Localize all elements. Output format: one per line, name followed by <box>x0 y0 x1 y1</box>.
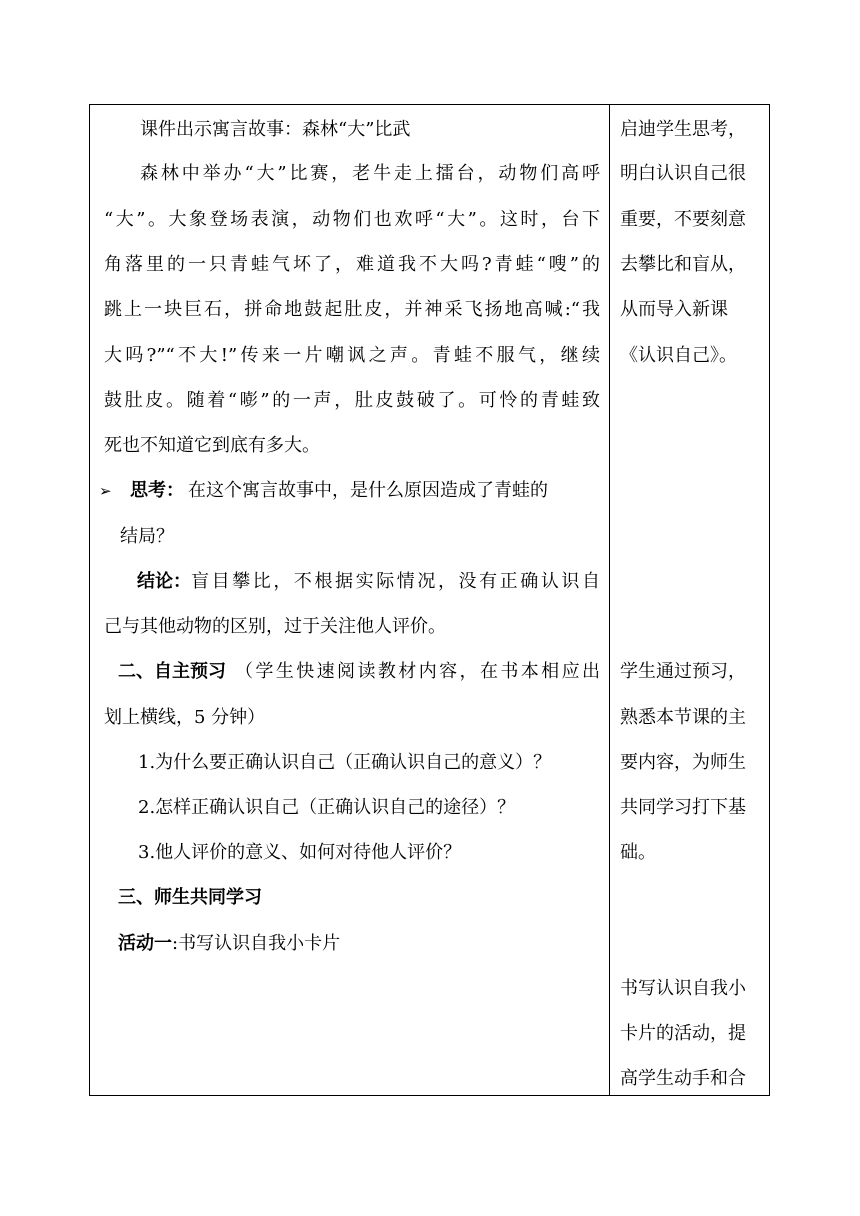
section-heading: 三、师生共同学习 <box>118 887 262 908</box>
note-line: 础。 <box>620 842 656 863</box>
story-line: 鼓肚皮。随着“嘭”的一声，肚皮鼓破了。可怜的青蛙致 <box>104 390 600 411</box>
note-line: 熟悉本节课的主 <box>620 707 746 728</box>
note-line: 书写认识自我小 <box>620 978 746 999</box>
activity-text: :书写认识自我小卡片 <box>172 933 341 954</box>
note-line: 重要，不要刻意 <box>620 209 746 230</box>
courseware-line: 课件出示寓言故事：森林“大”比武 <box>140 119 411 140</box>
note-line: 卡片的活动，提 <box>620 1023 746 1044</box>
story-line: 角落里的一只青蛙气坏了，难道我不大吗?青蛙“嗖”的 <box>104 254 600 275</box>
note-line: 要内容，为师生 <box>620 752 746 773</box>
story-line: 大吗?”“不大!”传来一片嘲讽之声。青蛙不服气，继续 <box>104 345 600 366</box>
note-line: 从而导入新课 <box>620 299 728 320</box>
preview-question-2: 2.怎样正确认识自己（正确认识自己的途径）？ <box>138 797 516 818</box>
conclusion-label: 结论： <box>137 571 191 592</box>
section-intro: （学生快速阅读教材内容，在书本相应出 <box>235 661 600 682</box>
activity-label: 活动一 <box>118 933 172 954</box>
note-line: 启迪学生思考， <box>620 119 746 140</box>
story-line: “大”。大象登场表演，动物们也欢呼“大”。这时，台下 <box>104 209 600 230</box>
think-question-cont: 结局？ <box>120 526 174 547</box>
preview-question-3: 3.他人评价的意义、如何对待他人评价？ <box>138 842 462 863</box>
conclusion-text-cont: 己与其他动物的区别，过于关注他人评价。 <box>104 616 446 637</box>
section-heading: 二、自主预习 <box>118 661 226 682</box>
story-line: 死也不知道它到底有多大。 <box>104 435 320 456</box>
lesson-plan-table <box>89 104 770 1096</box>
section-intro-cont: 划上横线，5 分钟） <box>104 707 266 728</box>
note-line: 共同学习打下基 <box>620 797 746 818</box>
think-question: 在这个寓言故事中，是什么原因造成了青蛙的 <box>188 480 548 501</box>
column-divider <box>609 105 610 1095</box>
note-line: 明白认识自己很 <box>620 163 746 184</box>
note-line: 《认识自己》。 <box>620 345 737 366</box>
conclusion-text: 盲目攀比，不根据实际情况，没有正确认识自 <box>191 571 600 592</box>
preview-question-1: 1.为什么要正确认识自己（正确认识自己的意义）？ <box>138 752 552 773</box>
note-line: 学生通过预习， <box>620 661 746 682</box>
story-line: 森林中举办“大”比赛，老牛走上擂台，动物们高呼 <box>140 163 600 184</box>
note-line: 高学生动手和合 <box>620 1068 746 1089</box>
note-line: 去攀比和盲从， <box>620 254 746 275</box>
think-label: 思考： <box>130 480 184 501</box>
bullet-arrow-icon: ➢ <box>99 482 112 500</box>
story-line: 跳上一块巨石，拼命地鼓起肚皮，并神采飞扬地高喊:“我 <box>104 299 600 320</box>
